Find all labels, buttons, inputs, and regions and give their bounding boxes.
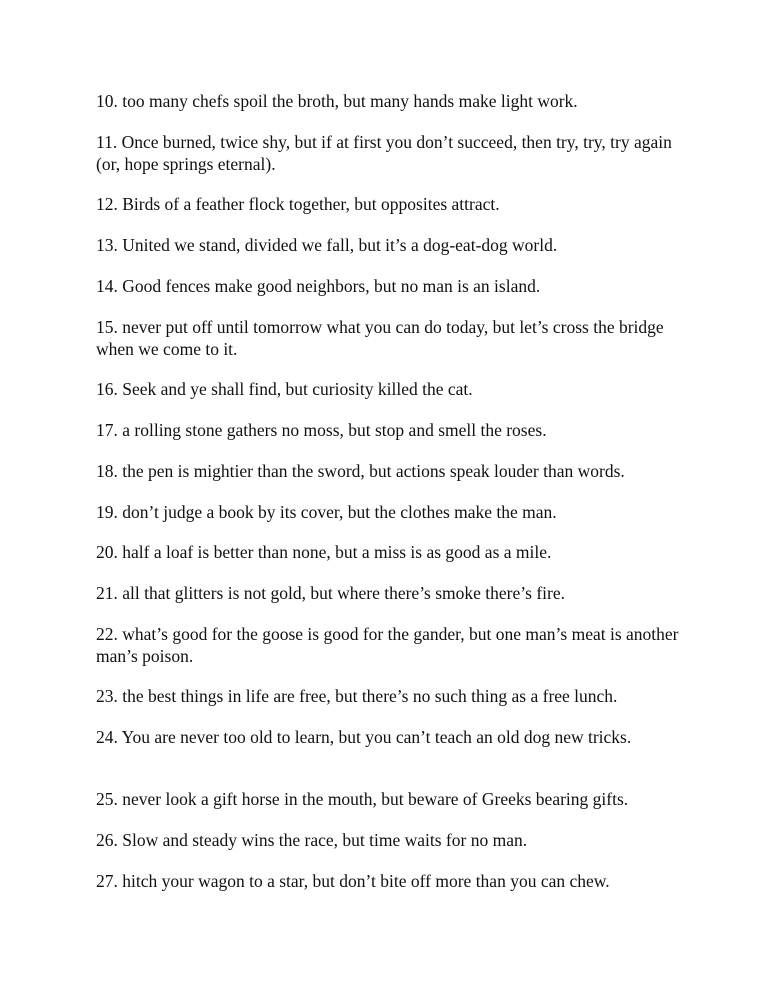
proverb-item-19: 19. don’t judge a book by its cover, but the clothes make the man.: [96, 502, 557, 522]
proverb-item-27: 27. hitch your wagon to a star, but don’t bite off more than you can chew.: [96, 871, 610, 891]
proverb-item-12: 12. Birds of a feather flock together, but opposites attract.: [96, 194, 500, 214]
proverb-item-24: 24. You are never too old to learn, but you can’t teach an old dog new tricks.: [96, 727, 632, 747]
proverb-item-21: 21. all that glitters is not gold, but where there’s smoke there’s fire.: [96, 583, 565, 603]
proverb-item-25: 25. never look a gift horse in the mouth, but beware of Greeks bearing gifts.: [96, 789, 629, 809]
proverb-item-23: 23. the best things in life are free, but there’s no such thing as a free lunch.: [96, 686, 618, 706]
proverb-item-10: 10. too many chefs spoil the broth, but many hands make light work.: [96, 91, 578, 111]
proverb-item-11: 11. Once burned, twice shy, but if at first you don’t succeed, then try, try, try again (or, hope springs eternal).: [96, 132, 672, 174]
proverb-item-20: 20. half a loaf is better than none, but a miss is as good as a mile.: [96, 542, 552, 562]
proverb-item-17: 17. a rolling stone gathers no moss, but stop and smell the roses.: [96, 420, 547, 440]
proverb-item-18: 18. the pen is mightier than the sword, but actions speak louder than words.: [96, 461, 625, 481]
proverb-item-15: 15. never put off until tomorrow what you can do today, but let’s cross the bridge when we come to it.: [96, 317, 664, 359]
proverb-item-13: 13. United we stand, divided we fall, but it’s a dog-eat-dog world.: [96, 235, 558, 255]
proverb-item-26: 26. Slow and steady wins the race, but time waits for no man.: [96, 830, 528, 850]
proverb-item-16: 16. Seek and ye shall find, but curiosity killed the cat.: [96, 379, 473, 399]
proverb-item-14: 14. Good fences make good neighbors, but no man is an island.: [96, 276, 541, 296]
proverb-item-22: 22. what’s good for the goose is good for the gander, but one man’s meat is another man’s poison.: [96, 624, 679, 666]
